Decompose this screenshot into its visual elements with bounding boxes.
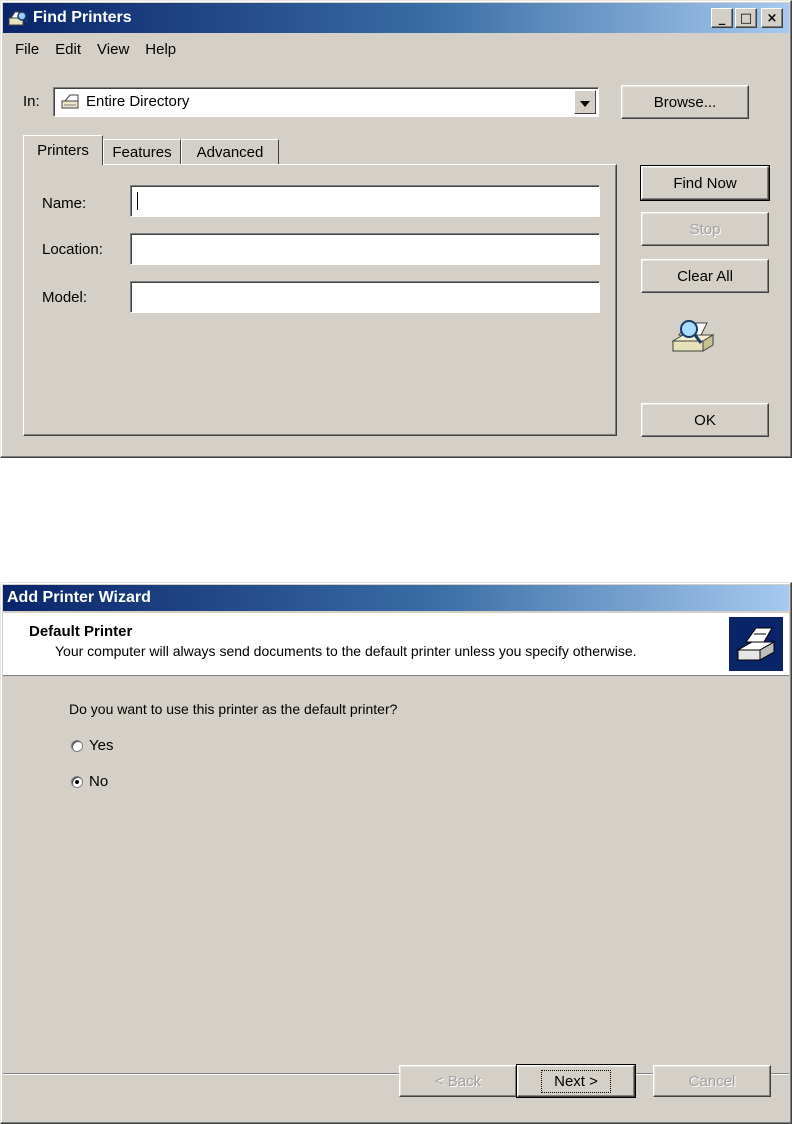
clear-all-button-label: Clear All <box>677 267 733 285</box>
ok-button-label: OK <box>694 411 716 429</box>
text-caret <box>137 192 138 210</box>
name-input[interactable] <box>130 185 600 217</box>
menu-edit[interactable]: Edit <box>55 41 82 58</box>
maximize-icon: □ <box>739 10 753 26</box>
find-printers-titlebar[interactable] <box>3 3 789 33</box>
window-title: Find Printers <box>33 9 132 26</box>
stop-button-label: Stop <box>689 220 721 238</box>
tab-printers[interactable] <box>23 135 103 165</box>
browse-button[interactable] <box>621 85 749 119</box>
find-printers-icon <box>7 8 29 28</box>
maximize-button[interactable] <box>735 8 757 28</box>
in-label: In: <box>23 93 40 110</box>
find-now-button-label: Find Now <box>673 174 737 192</box>
back-button-label: < Back <box>434 1072 482 1090</box>
radio-yes[interactable] <box>71 737 113 754</box>
wizard-titlebar[interactable] <box>3 585 789 611</box>
add-printer-wizard-window <box>0 582 792 1124</box>
cancel-button-label: Cancel <box>688 1072 736 1090</box>
in-dropdown-button[interactable] <box>574 90 596 114</box>
browse-button-label: Browse... <box>653 93 717 111</box>
name-label: Name: <box>42 195 87 212</box>
tab-advanced-label: Advanced <box>196 144 264 161</box>
radio-no[interactable] <box>71 773 108 790</box>
tab-advanced[interactable] <box>181 139 279 165</box>
minimize-button[interactable] <box>711 8 733 28</box>
wizard-header-title: Default Printer <box>29 623 133 640</box>
next-button-label: Next > <box>541 1070 611 1093</box>
model-input[interactable] <box>130 281 600 313</box>
tab-printers-label: Printers <box>37 142 89 159</box>
next-button[interactable] <box>517 1065 635 1097</box>
clear-all-button[interactable] <box>641 259 769 293</box>
find-now-button[interactable] <box>641 166 769 200</box>
menu-help[interactable]: Help <box>145 41 177 58</box>
close-icon: × <box>766 10 778 26</box>
default-printer-question: Do you want to use this printer as the default printer? <box>69 701 398 717</box>
menu-bar <box>9 39 186 61</box>
location-input[interactable] <box>130 233 600 265</box>
tab-features[interactable] <box>103 139 181 165</box>
wizard-title: Add Printer Wizard <box>7 589 151 606</box>
search-printer-icon <box>669 313 717 360</box>
wizard-header <box>3 613 789 676</box>
cancel-button[interactable] <box>653 1065 771 1097</box>
radio-yes-label: Yes <box>89 737 114 754</box>
ok-button[interactable] <box>641 403 769 437</box>
close-button[interactable] <box>761 8 783 28</box>
radio-no-label: No <box>89 773 109 790</box>
in-value: Entire Directory <box>86 93 190 110</box>
minimize-icon: _ <box>718 10 726 26</box>
printer-wizard-icon <box>729 617 783 671</box>
menu-file[interactable]: File <box>15 41 40 58</box>
stop-button[interactable] <box>641 212 769 246</box>
wizard-header-subtitle: Your computer will always send documents to the default printer unless you specify otherwise. <box>55 643 637 659</box>
location-label: Location: <box>42 241 103 258</box>
directory-icon <box>60 93 82 114</box>
radio-no-circle[interactable] <box>71 776 83 788</box>
model-label: Model: <box>42 289 88 306</box>
printers-tab-panel <box>23 164 617 436</box>
back-button[interactable] <box>399 1065 517 1097</box>
tab-features-label: Features <box>112 144 172 161</box>
in-combobox[interactable] <box>53 87 599 117</box>
chevron-down-icon <box>580 94 590 110</box>
find-printers-window <box>0 0 792 458</box>
radio-yes-circle[interactable] <box>71 740 83 752</box>
menu-view[interactable]: View <box>97 41 130 58</box>
